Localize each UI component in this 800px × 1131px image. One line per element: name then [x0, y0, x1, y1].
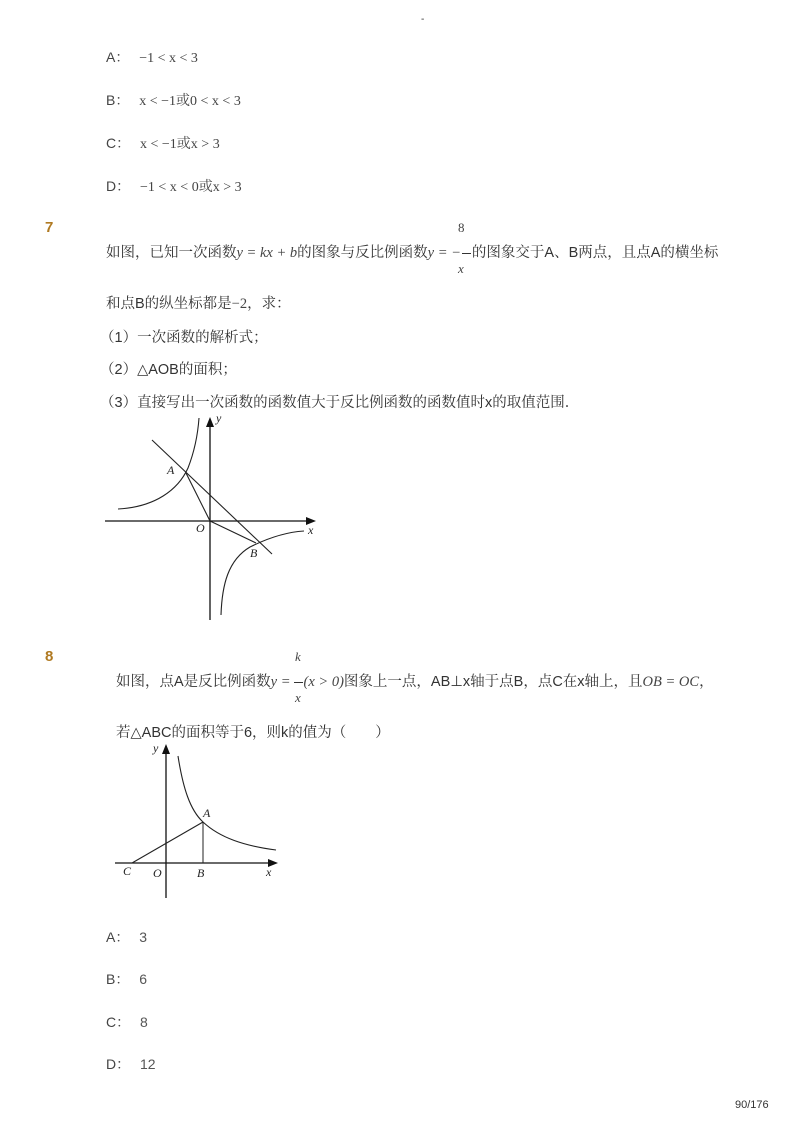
- x-axis-label: x: [308, 523, 314, 537]
- q8-fraction-numerator: k: [295, 649, 301, 664]
- q8-equation: y =: [270, 674, 291, 690]
- q7-text: 如图，已知一次函数: [106, 245, 237, 261]
- option-letter: C：: [106, 135, 131, 151]
- y-axis-arrow: [162, 744, 170, 754]
- point-B-label: B: [197, 866, 205, 880]
- q7-line-1: [106, 241, 718, 262]
- option-letter: D：: [106, 178, 131, 194]
- fraction-bar: [462, 253, 471, 254]
- point-C-label: C: [123, 864, 132, 878]
- y-axis-arrow: [206, 417, 214, 427]
- q8-option-d[interactable]: [106, 1054, 156, 1074]
- header-dash: -: [421, 14, 425, 25]
- option-letter: A：: [106, 929, 130, 945]
- option-letter: A：: [106, 49, 130, 65]
- origin-label: O: [196, 521, 205, 535]
- q7-sub-1: （1）一次函数的解析式；: [100, 330, 268, 346]
- hyperbola-branch-right: [221, 531, 304, 615]
- q6-option-c[interactable]: [106, 133, 220, 153]
- q7-text: 和点B的纵坐标都是: [106, 296, 232, 312]
- option-text: 3: [139, 929, 148, 945]
- q7-sub-3: （3）直接写出一次函数的函数值大于反比例函数的函数值时x的取值范围．: [100, 395, 580, 411]
- q8-line-2: 若△ABC的面积等于6，则k的值为（ ）: [116, 725, 390, 741]
- question-number-8: 8: [45, 648, 54, 665]
- option-letter: D：: [106, 1056, 131, 1072]
- q7-text: 的图象与反比例函数: [297, 245, 428, 261]
- option-text: x < −1或0 < x < 3: [139, 94, 241, 109]
- q7-graph: [100, 410, 325, 625]
- q8-option-b[interactable]: [106, 969, 147, 989]
- q8-text: ，: [699, 674, 714, 690]
- y-axis-label: y: [216, 411, 222, 425]
- q7-sub-2: （2）△AOB的面积；: [100, 362, 237, 378]
- point-B-label: B: [250, 546, 258, 560]
- q7-fraction-denominator: x: [458, 261, 464, 276]
- q7-fraction-numerator: 8: [458, 220, 465, 235]
- option-text: 8: [140, 1014, 148, 1030]
- option-text: −1 < x < 3: [139, 51, 198, 66]
- fraction-bar: [294, 682, 303, 683]
- y-axis-label: y: [153, 741, 159, 755]
- hyperbola-branch-left: [118, 418, 199, 509]
- segment-CA: [132, 822, 203, 863]
- option-letter: C：: [106, 1014, 131, 1030]
- option-text: 12: [140, 1056, 156, 1072]
- q8-text: 如图，点A是反比例函数: [116, 674, 271, 690]
- q8-option-c[interactable]: [106, 1012, 148, 1032]
- q8-text: 图象上一点，AB⊥x轴于点B，点C在x轴上，且: [343, 674, 643, 690]
- point-A-label: A: [203, 806, 211, 820]
- q6-option-a[interactable]: [106, 47, 198, 67]
- page-number: 90/176: [735, 1099, 769, 1111]
- q8-line-1: [116, 670, 714, 691]
- segment-OA: [186, 473, 210, 521]
- q7-line-2: [106, 292, 291, 313]
- q8-condition: (x > 0): [303, 674, 344, 690]
- option-text: 6: [139, 971, 148, 987]
- linear-function-line: [152, 440, 272, 554]
- origin-label: O: [153, 866, 162, 880]
- question-number-7: 7: [45, 219, 54, 236]
- q7-value: −2: [231, 296, 248, 312]
- q7-text: ，求：: [247, 296, 291, 312]
- x-axis-label: x: [266, 865, 272, 879]
- q8-graph: [110, 738, 285, 900]
- option-letter: B：: [106, 971, 130, 987]
- q7-inverse-equation: y = −: [427, 245, 461, 261]
- q7-text: 的图象交于A、B两点，且点A的横坐标: [471, 245, 719, 261]
- option-text: −1 < x < 0或x > 3: [140, 180, 242, 195]
- q8-option-a[interactable]: [106, 927, 147, 947]
- option-text: x < −1或x > 3: [140, 137, 220, 152]
- hyperbola-branch: [178, 756, 276, 850]
- point-A-label: A: [167, 463, 175, 477]
- q7-linear-equation: y = kx + b: [236, 245, 298, 261]
- q8-fraction-denominator: x: [295, 690, 301, 705]
- q6-option-d[interactable]: [106, 176, 242, 196]
- q8-equation-2: OB = OC: [642, 674, 700, 690]
- option-letter: B：: [106, 92, 130, 108]
- q6-option-b[interactable]: [106, 90, 241, 110]
